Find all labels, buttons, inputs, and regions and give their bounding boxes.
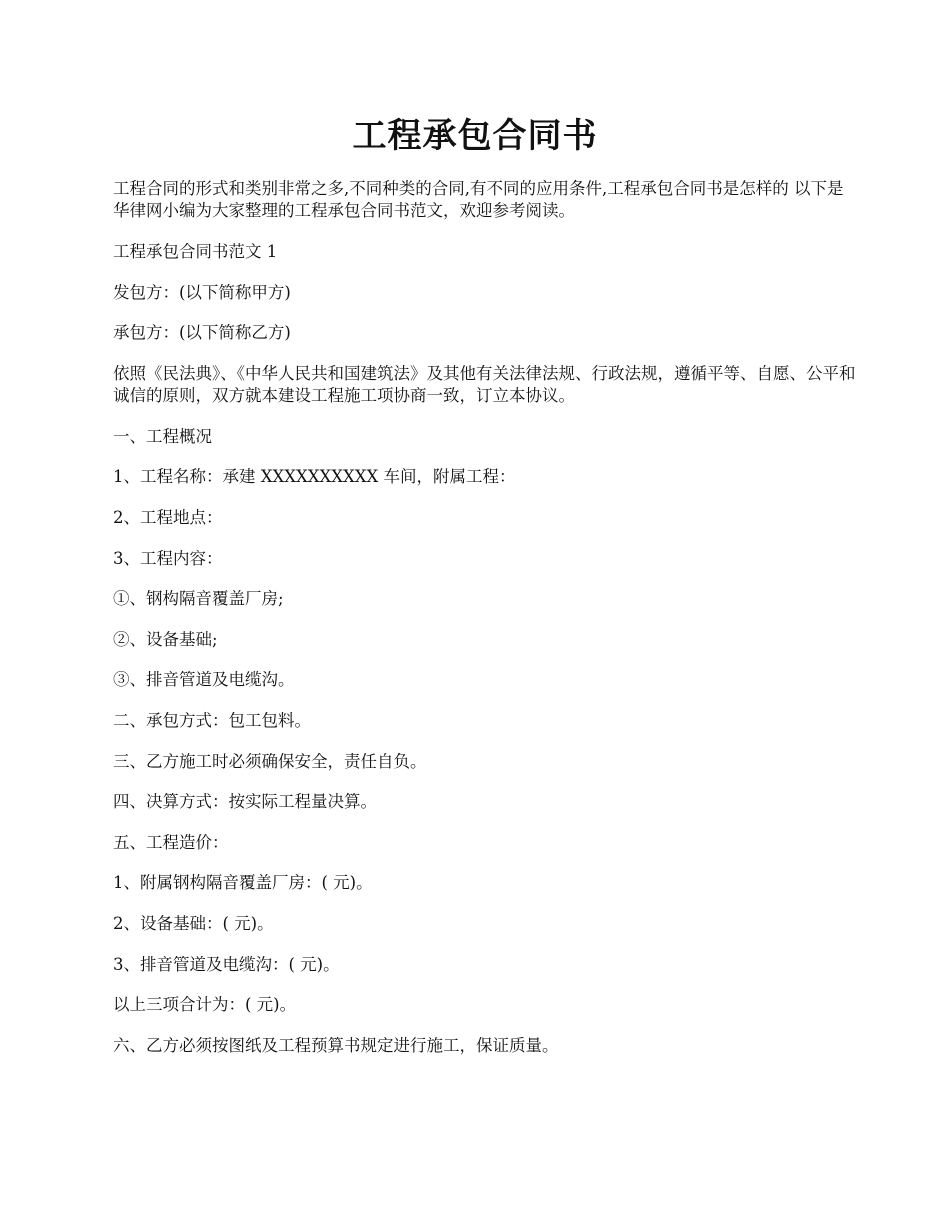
clause-item: 2、工程地点： [113,507,223,527]
basis-paragraph: 依照《民法典》、《中华人民共和国建筑法》及其他有关法律法规、行政法规，遵循平等、自愿、公平和诚信的原则，双方就本建设工程施工项协商一致，订立本协议。 [113,363,856,405]
party-b-line: 承包方：(以下简称乙方) [113,323,291,343]
section-heading-5: 五、工程造价： [113,832,229,852]
clause-item: 3、工程内容： [113,548,223,568]
section-heading-4: 四、决算方式：按实际工程量决算。 [113,792,377,812]
sample-heading: 工程承包合同书范文 1 [113,242,278,261]
cost-item: 3、排音管道及电缆沟：( 元)。 [113,954,340,974]
section-heading-2: 二、承包方式：包工包料。 [113,710,311,730]
sub-item: ②、设备基础; [113,629,218,649]
intro-paragraph: 工程合同的形式和类别非常之多,不同种类的合同,有不同的应用条件,工程承包合同书是怎样的 以下是华律网小编为大家整理的工程承包合同书范文，欢迎参考阅读。 [113,179,844,220]
cost-total: 以上三项合计为：( 元)。 [113,995,297,1015]
sub-item: ③、排音管道及电缆沟。 [113,670,295,690]
document-body [113,178,858,1075]
section-heading-1: 一、工程概况 [113,426,212,446]
section-heading-3: 三、乙方施工时必须确保安全，责任自负。 [113,751,427,771]
party-a-line: 发包方：(以下简称甲方) [113,282,291,302]
cost-item: 2、设备基础：( 元)。 [113,913,274,933]
section-heading-6: 六、乙方必须按图纸及工程预算书规定进行施工，保证质量。 [113,1035,559,1055]
document-title: 工程承包合同书 [352,116,598,156]
sub-item: ①、钢构隔音覆盖厂房; [113,589,284,609]
cost-item: 1、附属钢构隔音覆盖厂房：( 元)。 [113,873,373,893]
clause-item: 1、工程名称：承建 XXXXXXXXXX 车间，附属工程： [113,467,516,487]
